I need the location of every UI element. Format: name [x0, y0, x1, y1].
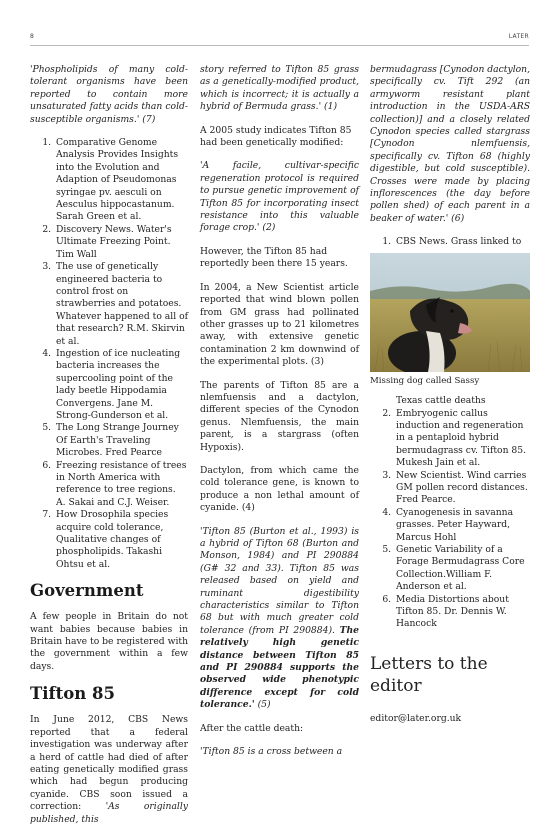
page-header — [30, 33, 529, 43]
reference-item: 1. CBS News. Grass linked to — [394, 236, 530, 248]
government-heading: Government — [30, 581, 144, 601]
reference-item: 2. Embryogenic callus induction and regeneration in a pentaploid hybrid bermudagrass cv. Tifton 85. Mukesh Jain et al. — [394, 408, 530, 470]
tifton-text-body: In June 2012, CBS News reported that a federal investigation was underway after a herd of cattle had died of after eating genetically modified grass which had begun producing cyanide. CBS soon issued a correction: — [30, 714, 188, 813]
reference-list-2-start — [370, 236, 530, 248]
paragraph-2005: A 2005 study indicates Tifton 85 had been genetically modified: — [200, 124, 352, 149]
reference-item: 4. Ingestion of ice nucleating bacteria increases the supercooling point of the lady beetle Hippodamia Convergens. Jane M. Strong-Gunderson et al. — [54, 348, 188, 422]
quote-burton-ref: (5) — [257, 699, 271, 711]
paragraph-after: After the cattle death: — [200, 722, 304, 734]
paragraph-dactylon: Dactylon, from which came the cold tolerance gene, is known to produce a non lethal amount of cyanide. (4) — [200, 464, 359, 514]
column-3 — [370, 64, 530, 736]
reference-item: 3. The use of genetically engineered bacteria to control frost on strawberries and potatoes. Whatever happened to all of that research? R.M. Skirvin et al. — [54, 261, 188, 348]
magazine-name: LATER — [508, 33, 529, 40]
quote-cross-continuation: bermudagrass [Cynodon dactylon, specifically cv. Tift 292 (an armyworm resistant plant introduction in the USDA-ARS collection)] and a closely related Cynodon species called stargrass [Cynodon nlemfuensis, specifically cv. Tifton 68 (highly digestible, but cold susceptible). Crosses were made by placing inflorescences (the day before pollen shed) of each parent in a beaker of water.' (6) — [370, 64, 530, 224]
editor-email[interactable]: editor@later.org.uk — [370, 712, 462, 724]
column-2 — [200, 64, 359, 770]
letters-heading: Letters to the editor — [370, 653, 488, 696]
reference-list-1 — [30, 137, 188, 571]
tifton-heading: Tifton 85 — [30, 684, 115, 704]
dog-photo — [370, 253, 530, 372]
intro-quote: 'Phospholipids of many cold-tolerant organisms have been reported to contain more unsaturated fatty acids than cold-susceptible organisms.' (7) — [30, 64, 188, 125]
header-rule — [30, 45, 529, 46]
reference-item: 6. Freezing resistance of trees in North America with reference to tree regions. A. Sakai and C.J. Weiser. — [54, 460, 188, 510]
reference-item: 2. Discovery News. Water's Ultimate Freezing Point. Tim Wall — [54, 224, 188, 261]
quote-cross-start: 'Tifton 85 is a cross between a — [200, 746, 343, 758]
reference-item: 6. Media Distortions about Tifton 85. Dr. Dennis W. Hancock — [394, 594, 530, 631]
paragraph-2004: In 2004, a New Scientist article reported that wind blown pollen from GM grass had pollinated other grasses up to 21 kilometres away, with extensive genetic contamination 2 km downwind of the experimental plots. (3) — [200, 281, 359, 368]
photo-caption: Missing dog called Sassy — [370, 375, 480, 386]
government-text: A few people in Britain do not want babies because babies in Britain have to be registered with the government within a few days. — [30, 611, 188, 672]
reference-item: 5. The Long Strange Journey Of Earth's Traveling Microbes. Fred Pearce — [54, 422, 188, 459]
reference-item: 3. New Scientist. Wind carries GM pollen record distances. Fred Pearce. — [394, 470, 530, 507]
page-number: 8 — [30, 33, 34, 40]
tifton-quote-start: 'As originally published, this — [30, 801, 188, 825]
column-1 — [30, 64, 188, 837]
reference-list-2 — [370, 408, 530, 631]
reference-item: 4. Cyanogenesis in savanna grasses. Peter Hayward, Marcus Hohl — [394, 507, 530, 544]
quote-burton-bold: The relatively high genetic distance between Tifton 85 and PI 290884 supports the observed wide phenotypic difference except for cold tolerance.' — [200, 624, 359, 711]
paragraph-however: However, the Tifton 85 had reportedly been there 15 years. — [200, 245, 348, 270]
reference-item-continuation: Texas cattle deaths — [396, 395, 486, 407]
reference-item: 5. Genetic Variability of a Forage Bermudagrass Core Collection.William F. Anderson et al. — [394, 544, 530, 594]
quote-burton — [200, 526, 359, 712]
quote-continuation: story referred to Tifton 85 grass as a genetically-modified product, which is incorrect; it is actually a hybrid of Bermuda grass.' (1) — [200, 64, 359, 113]
reference-item: 7. How Drosophila species acquire cold tolerance, Qualitative changes of phospholipids. Takashi Ohtsu et al. — [54, 509, 188, 571]
quote-2005: 'A facile, cultivar-specific regeneration protocol is required to pursue genetic improvement of Tifton 85 for incorporating insect resistance into this valuable forage crop.' (2) — [200, 160, 359, 234]
reference-item: 1. Comparative Genome Analysis Provides Insights into the Evolution and Adaption of Pseudomonas syringae pv. aesculi on Aesculus hippocastanum. Sarah Green et al. — [54, 137, 188, 224]
quote-burton-text: 'Tifton 85 (Burton et al., 1993) is a hybrid of Tifton 68 (Burton and Monson, 1984) and PI 290884 (G# 32 and 33). Tifton 85 was released based on yield and ruminant digestibility characteristics similar to Tifton 68 but with much greater cold tolerance (from PI 290884). — [200, 525, 359, 636]
paragraph-parents: The parents of Tifton 85 are a nlemfuensis and a dactylon, different species of the Cynodon genus. Nlemfuensis, the main parent, is a stargrass (often Hypoxis). — [200, 379, 359, 453]
tifton-text — [30, 714, 188, 826]
